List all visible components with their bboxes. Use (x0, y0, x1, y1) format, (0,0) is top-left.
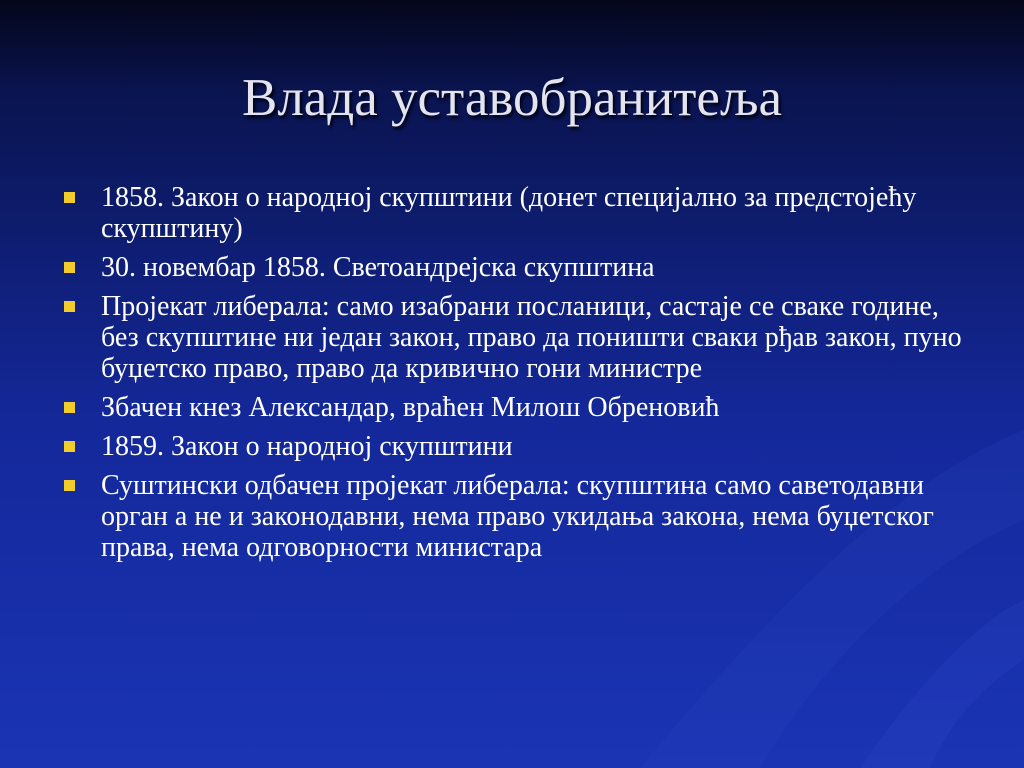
square-bullet-icon (64, 262, 75, 273)
bullet-text: Збачен кнез Александар, враћен Милош Обреновић (101, 392, 720, 423)
bullet-item (62, 392, 972, 423)
bullet-text: Пројекат либерала: само изабрани посланици, састаје се сваке године, без скупштине ни један закон, право да поништи сваки рђав закон, пуно буџетско право, право да кривично гони министре (101, 291, 962, 384)
bullet-item (62, 252, 972, 283)
bullet-item (62, 291, 972, 384)
square-bullet-icon (64, 402, 75, 413)
swoosh-curve-small (860, 600, 1024, 768)
bullet-item (62, 431, 972, 462)
square-bullet-icon (64, 441, 75, 452)
square-bullet-icon (64, 192, 75, 203)
slide-title: Влада уставобранитеља (241, 69, 783, 127)
square-bullet-icon (64, 301, 75, 312)
square-bullet-icon (64, 480, 75, 491)
bullet-list (62, 182, 972, 571)
bullet-text: 1858. Закон о народној скупштини (донет специјално за предстојећу скупштину) (101, 182, 917, 244)
bullet-text: Суштински одбачен пројекат либерала: скупштина само саветодавни орган а не и законодавни, нема право укидања закона, нема буџетског права, нема одговорности министара (101, 470, 934, 563)
bullet-item (62, 470, 972, 563)
bullet-text: 30. новембар 1858. Светоандрејска скупштина (101, 252, 655, 283)
bullet-text: 1859. Закон о народној скупштини (101, 431, 513, 462)
bullet-item (62, 182, 972, 244)
